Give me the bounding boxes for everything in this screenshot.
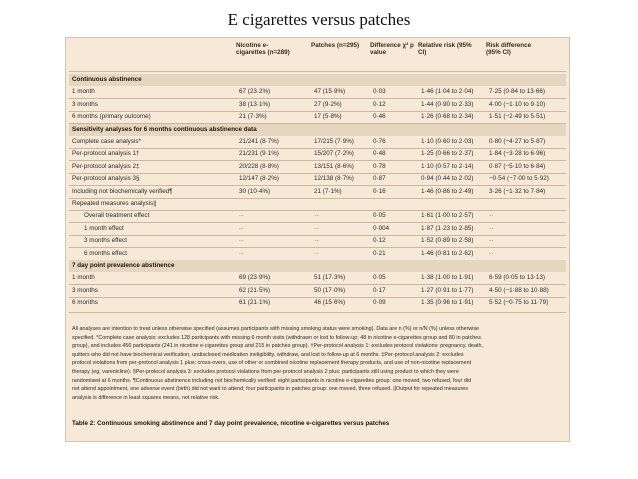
cell-patch: 50 (17·0%) [314,286,346,294]
cell-p: 0·76 [373,138,386,145]
cell-rr: 1·26 (0·68 to 2·34) [421,113,474,121]
cell-p: 0·17 [373,286,386,294]
cell-rd: 1·84 (−3·28 to 6·96) [489,150,546,158]
row-label: Per-protocol analysis 2‡ [72,162,140,170]
cell-patch: 27 (9·2%) [314,100,342,108]
cell-patch: 47 (15·9%) [314,88,346,96]
row-label: Repeated measures analysis|| [72,200,157,207]
footnote-line: randomised at 6 months. ¶Continuous abstinence including not biochemically verified: eight participants in nicotine e-cigarettes group: one moved, two refused, four did [72,377,472,384]
slide-title: E cigarettes versus patches [227,10,411,29]
cell-rd: 7·25 (0·84 to 13·66) [489,88,546,96]
cell-rr: 1·10 (0·57 to 2·14) [421,162,474,170]
cell-rd: 0·80 (−4·27 to 5·87) [489,138,546,145]
cell-p: 0·12 [373,237,386,245]
table-row [69,99,566,111]
cell-patch: ·· [314,212,319,220]
cell-ecig: 12/147 (8·2%) [239,175,279,183]
table-row [69,248,566,260]
cell-ecig: ·· [239,249,244,257]
table-row [69,210,566,222]
cell-p: 0·48 [373,150,386,158]
table-row [69,297,566,309]
cell-rr: 0·94 (0·44 to 2·02) [421,175,474,183]
row-label: Per-protocol analysis 3§ [72,175,140,183]
cell-rr: 1·35 (0·96 to 1·91) [421,299,474,307]
row-label: Including not biochemically verified¶ [72,187,173,195]
cell-patch: 21 (7·1%) [314,187,342,195]
cell-rd: 5·52 (−0·75 to 11·79) [489,299,549,307]
row-label: Sensitivity analyses for 6 months continuous abstinence data [72,125,257,133]
row-label: 3 months effect [84,237,127,245]
cell-rd: 1·51 (−2·49 to 5·51) [489,113,546,121]
cell-ecig: 21 (7·3%) [239,113,267,121]
header-patches: Patches (n=295) [311,42,360,49]
footnote-line: therapy (eg, varenicline). §Per-protocol analysis 3: excludes protocol violations from per-protocol analysis 2 plus: participants still using product to which they were [72,368,459,375]
row-label: 6 months [72,299,98,307]
cell-rr: 1·46 (0·86 to 2·49) [421,187,474,195]
cell-patch: ·· [314,237,319,245]
cell-patch: 46 (15·6%) [314,299,346,307]
cell-rr: 1·10 (0·60 to 2·03) [421,138,474,145]
cell-p: 0·05 [373,274,386,282]
row-label: 1 month [72,88,95,96]
footnotes [72,325,565,402]
header-relative-risk: Relative risk (95% CI) [418,42,472,57]
cell-rr: 1·38 (1·00 to 1·91) [421,274,474,282]
table-row [69,136,566,148]
table-row [69,198,566,210]
header-risk-difference: Risk difference (95% CI) [486,42,532,57]
row-label: Overall treatment effect [84,212,150,220]
footnote-line: specified. *Complete case analysis: excludes 128 participants with missing 6 month visits (withdrawn or lost to follow-up; 48 in nicotine e-cigarettes group and 80 in patches [72,334,481,341]
section-header [69,74,566,86]
cell-rr: 1·87 (1·23 to 2·85) [421,224,474,232]
table-row [69,235,566,247]
cell-rd: 4·50 (−1·88 to 10·88) [489,286,549,294]
header-divider [69,71,566,72]
cell-patch: 17/215 (7·9%) [314,138,354,145]
cell-ecig: ·· [239,237,244,245]
cell-ecig: 69 (23·9%) [239,274,271,282]
cell-rd: ·· [489,249,494,257]
cell-rr: 1·27 (0·91 to 1·77) [421,286,474,294]
footnote-line: protocol violations from per-protocol analysis 1 plus: cross-overs, use of other or combined nicotine replacement therapy products, and use of non-nicotine replacement [72,360,472,367]
cell-rd: 4·00 (−1·10 to 9·10) [489,100,546,108]
cell-ecig: ·· [239,212,244,220]
cell-rr: 1·44 (0·90 to 2·33) [421,100,474,108]
cell-p: 0·21 [373,249,386,257]
header-difference: Difference χ² p value [370,42,414,57]
cell-rr: 1·61 (1·00 to 2·57) [421,212,474,220]
cell-p: 0·78 [373,162,386,170]
row-label: 3 months [72,286,98,294]
table-row [69,173,566,185]
table-row [69,272,566,284]
footnote-line: not attend appointment, one adverse event (birth) did not want to attend; four participants in patches group: one moved, three refused. ||Output for repeated measures [72,386,468,393]
section-header [69,124,566,136]
table-row [69,186,566,198]
row-label: Per-protocol analysis 1† [72,150,140,158]
cell-patch: 17 (5·8%) [314,113,342,121]
footnote-line: group), and includes 456 participants (241 in nicotine e-cigarettes group and 215 in patches group). †Per-protocol analysis 1: excludes protocol violations: pregnancy, death, [72,343,484,350]
cell-p: 0·12 [373,100,386,108]
cell-ecig: 38 (13·1%) [239,100,271,108]
cell-ecig: 61 (21·1%) [239,299,271,307]
cell-rd: ·· [489,224,494,232]
header-nicotine: Nicotine e-cigarettes (n=289) [236,42,290,57]
row-label: Complete case analysis* [72,138,141,145]
cell-patch: ·· [314,249,319,257]
cell-ecig: 30 (10·4%) [239,187,271,195]
table-bottom-divider [69,312,566,313]
cell-rd: ·· [489,237,494,245]
cell-ecig: 21/231 (9·1%) [239,150,279,158]
cell-p: 0·87 [373,175,386,183]
cell-rd: 6·59 (0·05 to 13·13) [489,274,546,282]
cell-ecig: 62 (21·5%) [239,286,271,294]
footnote-line: All analyses are intention to treat unless otherwise specified (assumes participants with missing smoking status were smoking). Data are n (%) or n/N (%) unless otherwise [72,326,480,332]
table-row [69,86,566,98]
cell-rr: 1·25 (0·66 to 2·37) [421,150,474,158]
row-label: 3 months [72,100,98,108]
row-label: 1 month effect [84,224,124,232]
row-label: 1 month [72,274,95,282]
cell-rr: 1·46 (0·81 to 2·62) [421,249,474,257]
cell-rd: ·· [489,212,494,220]
cell-rd: 3·26 (−1·32 to 7·84) [489,187,546,195]
cell-p: 0·05 [373,212,386,220]
cell-rr: 1·52 (0·89 to 2·58) [421,237,474,245]
section-header [69,260,566,272]
cell-ecig: ·· [239,224,244,232]
cell-patch: 12/138 (8·7%) [314,175,354,183]
table-panel [65,37,570,442]
footnote-line: quitters who did not have biochemical verification, undisclosed medication ineligibility, withdraw, and lost to follow-up at 6 months. ‡Per-protocol analysis 2: excludes [72,351,464,358]
cell-p: 0·004 [373,224,390,232]
cell-rd: 0·87 (−5·10 to 6·84) [489,162,546,170]
cell-patch: 51 (17·3%) [314,274,346,282]
footnote-line: analysis is difference in least squares means, not relative risk. [72,394,220,401]
row-label: 6 months (primary outcome) [72,113,151,121]
cell-patch: ·· [314,224,319,232]
row-label: 7 day point prevalence abstinence [72,262,175,269]
table-row [69,111,566,123]
cell-patch: 15/207 (7·2%) [314,150,354,158]
cell-ecig: 20/228 (8·8%) [239,162,279,170]
table-row [69,285,566,297]
cell-ecig: 21/241 (8·7%) [239,138,279,145]
cell-p: 0·46 [373,113,386,121]
cell-p: 0·16 [373,187,386,195]
cell-patch: 13/151 (8·6%) [314,162,354,170]
table-row [69,223,566,235]
table-row [69,148,566,160]
table-row [69,161,566,173]
cell-p: 0·09 [373,299,386,307]
table-caption: Table 2: Continuous smoking abstinence and 7 day point prevalence, nicotine e-cigarettes versus patches [72,420,390,427]
cell-ecig: 67 (23·2%) [239,88,271,96]
cell-p: 0·03 [373,88,386,96]
row-label: Continuous abstinence [72,76,142,83]
cell-rd: −0·54 (−7·00 to 5·92) [489,175,549,183]
row-label: 6 months effect [84,249,127,257]
cell-rr: 1·46 (1·04 to 2·04) [421,88,474,96]
